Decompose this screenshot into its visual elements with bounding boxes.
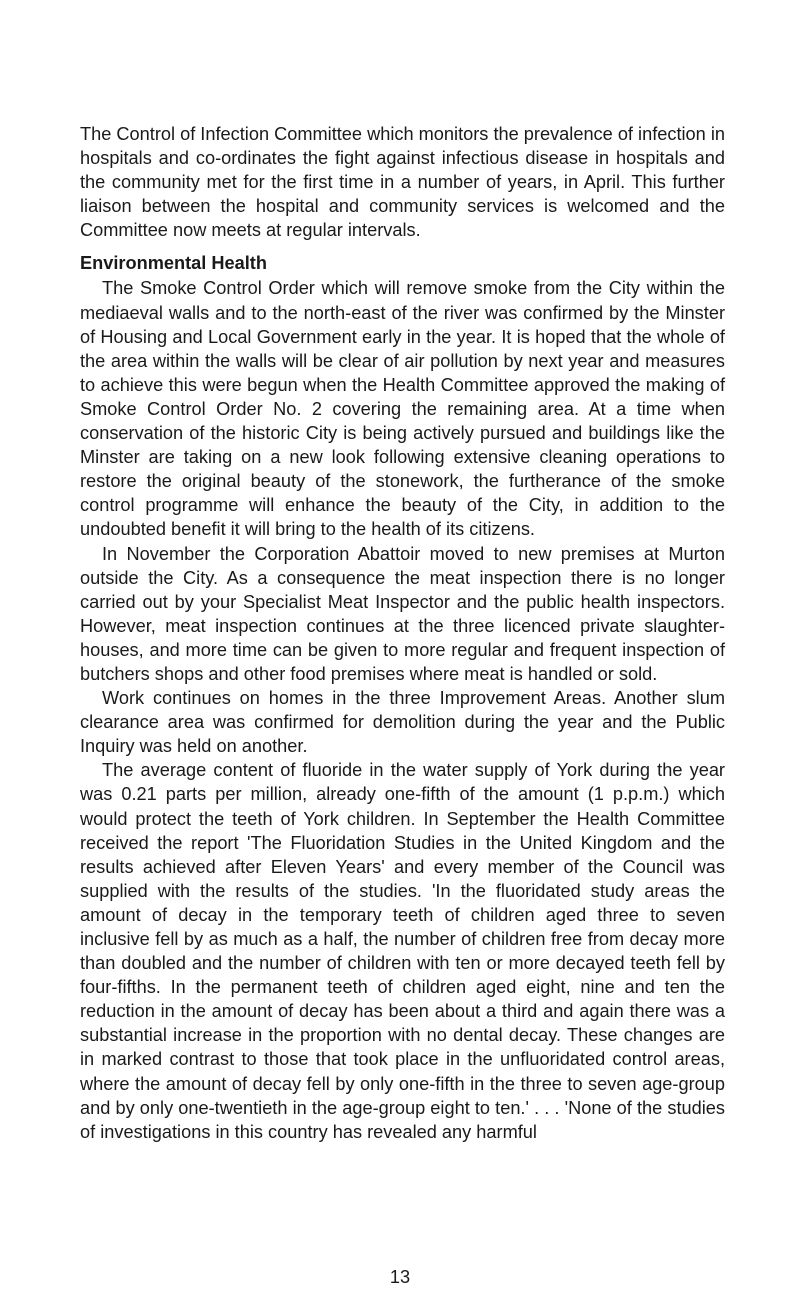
paragraph-improvement-areas: Work continues on homes in the three Improvement Areas. Another slum clearance area was confirmed for demolition during the year and the Public Inquiry was held on another. <box>80 688 725 757</box>
paragraph-fluoride: The average content of fluoride in the water supply of York during the year was 0.21 parts per million, already one-fifth of the amount (1 p.p.m.) which would protect the teeth of York children. In September the Health Committee received the report 'The Fluoridation Studies in the United Kingdom and the results achieved after Eleven Years' and every member of the Council was supplied with the results of the studies. 'In the fluoridated study areas the amount of decay in the temporary teeth of children aged three to seven inclusive fell by as much as a half, the number of children free from decay more than doubled and the number of children with ten or more decayed teeth fell by four-fifths. In the permanent teeth of children aged eight, nine and ten the reduction in the amount of decay has been about a third and again there was a substantial increase in the proportion with no dental decay. These changes are in marked contrast to those that took place in the unfluoridated control areas, where the amount of decay fell by only one-fifth in the three to seven age-group and by only one-twentieth in the age-group eight to ten.' . . . 'None of the studies of investigations in this country has revealed any harmful <box>80 760 725 1142</box>
intro-paragraph: The Control of Infection Committee which monitors the prevalence of infection in hospitals and co-ordinates the fight against infectious disease in hospitals and the community met for the first time in a number of years, in April. This further liaison between the hospital and community services is welcomed and the Committee now meets at regular intervals. <box>80 124 725 241</box>
paragraph-smoke-control: The Smoke Control Order which will remove smoke from the City within the mediaeval walls and to the north-east of the river was confirmed by the Minster of Housing and Local Government early in the year. It is hoped that the whole of the area within the walls will be clear of air pollution by next year and measures to achieve this were begun when the Health Committee approved the making of Smoke Control Order No. 2 covering the remaining area. At a time when conservation of the historic City is being actively pursued and buildings like the Minster are taking on a new look following extensive cleaning operations to restore the original beauty of the stonework, the furtherance of the smoke control programme will enhance the beauty of the City, in addition to the undoubted benefit it will bring to the health of its citizens. <box>80 278 725 540</box>
paragraph-abattoir: In November the Corporation Abattoir moved to new premises at Murton outside the City. As a consequence the meat inspection there is no longer carried out by your Specialist Meat Inspector and the public health inspectors. However, meat inspection continues at the three licenced private slaughter-houses, and more time can be given to more regular and frequent inspection of butchers shops and other food premises where meat is handled or sold. <box>80 543 725 684</box>
section-heading: Environmental Health <box>80 253 267 274</box>
page-number: 13 <box>389 1267 411 1287</box>
document-page <box>80 122 725 1144</box>
